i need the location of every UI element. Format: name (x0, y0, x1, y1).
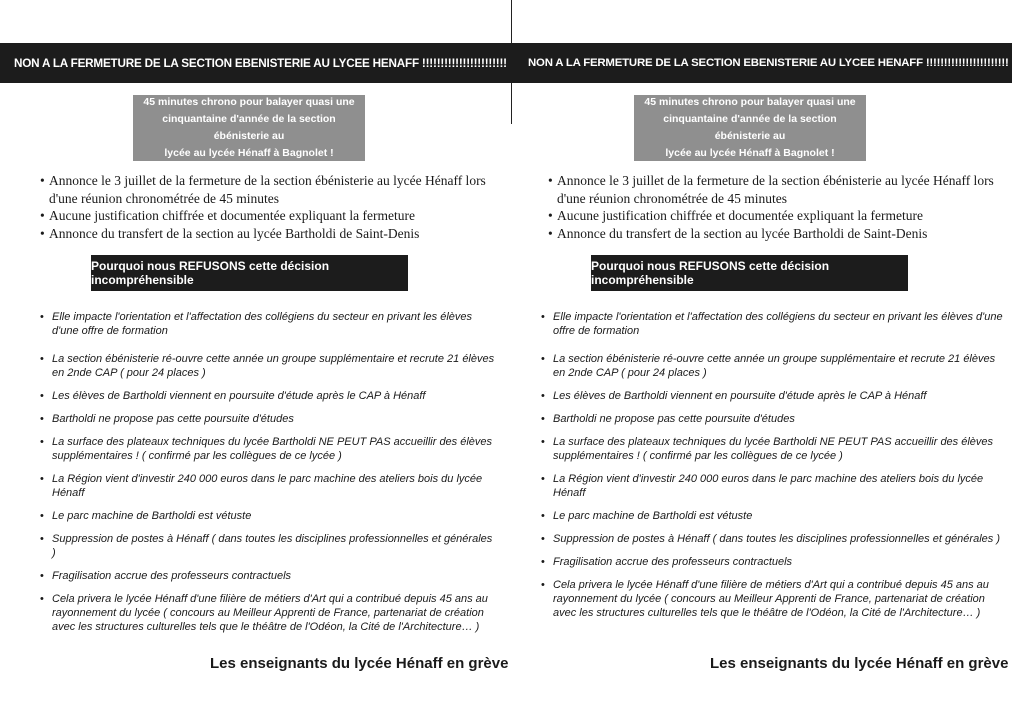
intro-callout-line: 45 minutes chrono pour balayer quasi une (644, 96, 856, 108)
reason-item: • Elle impacte l'orientation et l'affectation des collégiens du secteur en privant les élèves d'une offre de formation (40, 310, 496, 338)
reason-item: • Bartholdi ne propose pas cette poursuite d'études (40, 412, 496, 426)
reason-item: • Fragilisation accrue des professeurs contractuels (541, 555, 1006, 569)
intro-callout (634, 95, 866, 161)
reason-item: • La surface des plateaux techniques du lycée Bartholdi NE PEUT PAS accueillir des élèves supplémentaires ! ( confirmé par les collègues de ce lycée ) (40, 435, 496, 463)
reason-item: • Bartholdi ne propose pas cette poursuite d'études (541, 412, 1006, 426)
leaflet-right (512, 0, 1024, 724)
why-heading: Pourquoi nous REFUSONS cette décision incompréhensible (591, 255, 908, 291)
reason-item: • La section ébénisterie ré-ouvre cette année un groupe supplémentaire et recrute 21 élèves en 2nde CAP ( pour 24 places ) (541, 352, 1006, 380)
intro-bullet: • Annonce du transfert de la section au lycée Bartholdi de Saint-Denis (40, 225, 500, 243)
reason-item: • La Région vient d'investir 240 000 euros dans le parc machine des ateliers bois du lycée Hénaff (40, 472, 496, 500)
intro-bullet: • Annonce le 3 juillet de la fermeture de la section ébénisterie au lycée Hénaff lors d'une réunion chronométrée de 45 minutes (548, 172, 1018, 207)
reason-item: • La Région vient d'investir 240 000 euros dans le parc machine des ateliers bois du lycée Hénaff (541, 472, 1006, 500)
intro-bullet: • Aucune justification chiffrée et documentée expliquant la fermeture (548, 207, 1018, 225)
reason-item: • Cela privera le lycée Hénaff d'une filière de métiers d'Art qui a contribué depuis 45 ans au rayonnement du lycée ( concours au Meilleur Apprenti de France, partenariat de création avec les structures culturelles tels que le théâtre de l'Odéon, la Cité de l'Architecture… ) (40, 592, 496, 634)
signature: Les enseignants du lycée Hénaff en grève (210, 655, 509, 672)
reason-item: • Le parc machine de Bartholdi est vétuste (40, 509, 496, 523)
reasons-list (541, 310, 1006, 629)
intro-bullet-list (548, 172, 1018, 242)
why-heading: Pourquoi nous REFUSONS cette décision incompréhensible (91, 255, 408, 291)
reason-item: • Suppression de postes à Hénaff ( dans toutes les disciplines professionnelles et générales ) (541, 532, 1006, 546)
reason-item: • Fragilisation accrue des professeurs contractuels (40, 569, 496, 583)
reason-item: • Le parc machine de Bartholdi est vétuste (541, 509, 1006, 523)
intro-callout-line: cinquantaine d'année de la section ébénisterie au (162, 113, 336, 142)
reason-item: • Suppression de postes à Hénaff ( dans toutes les disciplines professionnelles et générales ) (40, 532, 496, 560)
reason-item: • La section ébénisterie ré-ouvre cette année un groupe supplémentaire et recrute 21 élèves en 2nde CAP ( pour 24 places ) (40, 352, 496, 380)
reason-item: • Cela privera le lycée Hénaff d'une filière de métiers d'Art qui a contribué depuis 45 ans au rayonnement du lycée ( concours au Meilleur Apprenti de France, partenariat de création avec les structures culturelles tels que le théâtre de l'Odéon, la Cité de l'Architecture… ) (541, 578, 1006, 620)
intro-callout-line: lycée au lycée Hénaff à Bagnolet ! (665, 147, 835, 159)
intro-bullet: • Annonce du transfert de la section au lycée Bartholdi de Saint-Denis (548, 225, 1018, 243)
intro-bullet-list (40, 172, 500, 242)
reason-item: • Elle impacte l'orientation et l'affectation des collégiens du secteur en privant les élèves d'une offre de formation (541, 310, 1006, 338)
intro-bullet: • Annonce le 3 juillet de la fermeture de la section ébénisterie au lycée Hénaff lors d'une réunion chronométrée de 45 minutes (40, 172, 500, 207)
intro-bullet: • Aucune justification chiffrée et documentée expliquant la fermeture (40, 207, 500, 225)
intro-callout (133, 95, 365, 161)
intro-callout-line: cinquantaine d'année de la section ébénisterie au (663, 113, 837, 142)
reason-item: • Les élèves de Bartholdi viennent en poursuite d'étude après le CAP à Hénaff (541, 389, 1006, 403)
reason-item: • La surface des plateaux techniques du lycée Bartholdi NE PEUT PAS accueillir des élèves supplémentaires ! ( confirmé par les collègues de ce lycée ) (541, 435, 1006, 463)
signature: Les enseignants du lycée Hénaff en grève (710, 655, 1009, 672)
reason-item: • Les élèves de Bartholdi viennent en poursuite d'étude après le CAP à Hénaff (40, 389, 496, 403)
reasons-list (40, 310, 496, 643)
headline-banner: NON A LA FERMETURE DE LA SECTION EBENISTERIE AU LYCEE HENAFF !!!!!!!!!!!!!!!!!!!!!!! (0, 43, 512, 83)
intro-callout-line: 45 minutes chrono pour balayer quasi une (143, 96, 355, 108)
intro-callout-line: lycée au lycée Hénaff à Bagnolet ! (164, 147, 334, 159)
headline-banner: NON A LA FERMETURE DE LA SECTION EBENISTERIE AU LYCEE HENAFF !!!!!!!!!!!!!!!!!!!!!!! (512, 43, 1012, 83)
